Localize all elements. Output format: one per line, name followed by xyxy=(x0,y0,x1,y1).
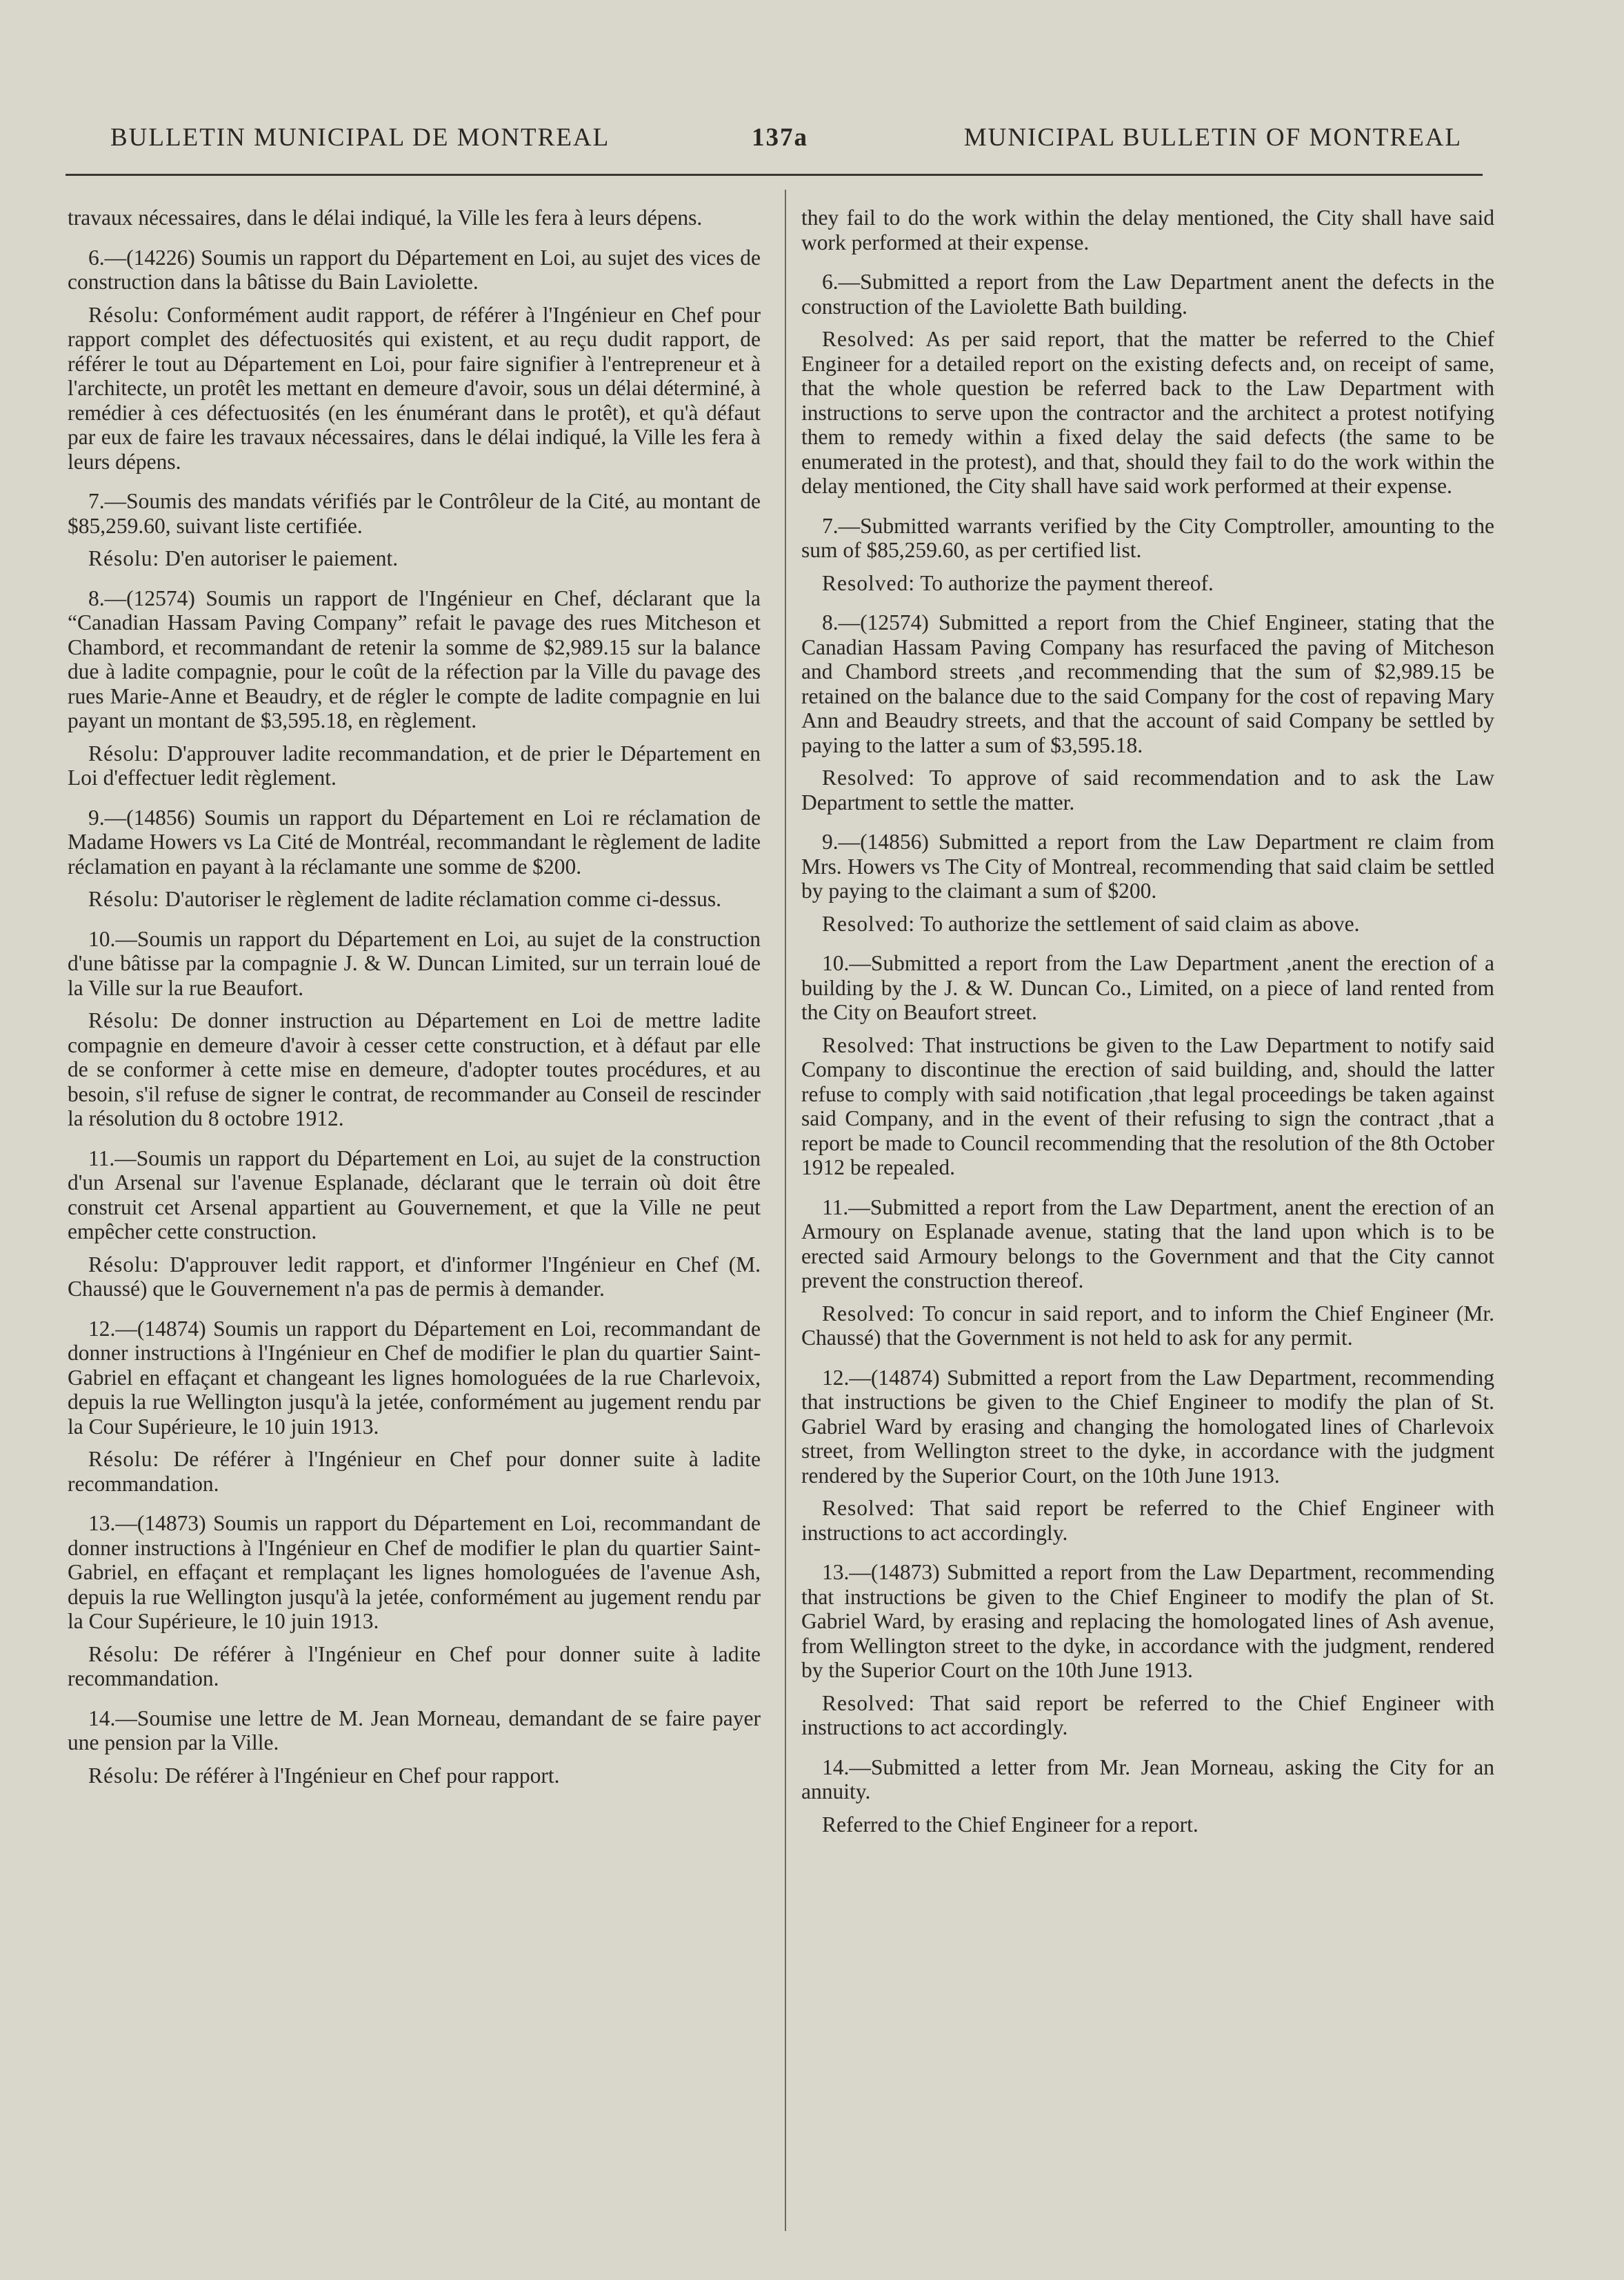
resolution-label: Résolu: xyxy=(88,1447,160,1471)
french-paragraph xyxy=(68,246,761,294)
page-header xyxy=(110,123,1462,164)
english-paragraph xyxy=(801,1195,1494,1293)
english-paragraph xyxy=(801,1560,1494,1683)
french-paragraph xyxy=(68,1008,761,1131)
french-paragraph xyxy=(68,927,761,1001)
paragraph-text: 7.—Submitted warrants verified by the City Comptroller, amounting to the sum of $85,259.60, as per certified list. xyxy=(801,513,1494,562)
paragraph-text: 8.—(12574) Submitted a report from the Chief Engineer, stating that the Canadian Hassam Paving Company has resurfaced the paving of Mitcheson and Chambord streets ,and recommending that the sum of $2,989.15 be retained on the balance due to the said Company for the cost of repaving Mary Ann and Beaudry streets, and that the account of said Company be settled by paying to the latter a sum of $3,595.18. xyxy=(801,610,1494,757)
english-paragraph xyxy=(801,1755,1494,1804)
english-paragraph xyxy=(801,951,1494,1025)
paragraph-text: 10.—Submitted a report from the Law Department ,anent the erection of a building by the J. & W. Duncan Co., Limited, on a piece of land rented from the City on Beaufort street. xyxy=(801,951,1494,1024)
french-paragraph xyxy=(68,206,761,230)
paragraph-text: 11.—Soumis un rapport du Département en Loi, au sujet de la construction d'un Arsenal sur l'avenue Esplanade, déclarant que le terrain où doit être construit cet Arsenal appartient au Gouvernement, et que la Ville ne peut empêcher cette construction. xyxy=(68,1146,761,1243)
english-paragraph xyxy=(801,1301,1494,1350)
english-paragraph xyxy=(801,766,1494,814)
page-number: 137a xyxy=(752,123,808,152)
paragraph-text: 13.—(14873) Submitted a report from the Law Department, recommending that instructions be given to the Chief Engineer to modify the plan of St. Gabriel Ward, by erasing and replacing the homologated lines of Ash avenue, from Wellington street to the dyke, in accordance with the judgment, rendered by the Superior Court on the 10th June 1913. xyxy=(801,1560,1494,1682)
french-paragraph xyxy=(68,1447,761,1496)
paragraph-text: 12.—(14874) Soumis un rapport du Département en Loi, recommandant de donner instructions à l'Ingénieur en Chef de modifier le plan du quartier Saint-Gabriel en effaçant et changeant les lignes homologuées de la rue Charlevoix, depuis la rue Wellington jusqu'à la jetée, conformément au jugement rendu par la Cour Supérieure, le 10 juin 1913. xyxy=(68,1316,761,1439)
resolution-label: Resolved: xyxy=(822,766,915,790)
paragraph-text: they fail to do the work within the delay mentioned, the City shall have said work performed at their expense. xyxy=(801,206,1494,254)
paragraph-text: travaux nécessaires, dans le délai indiqué, la Ville les fera à leurs dépens. xyxy=(68,206,703,230)
paragraph-text: 14.—Submitted a letter from Mr. Jean Morneau, asking the City for an annuity. xyxy=(801,1754,1494,1803)
french-paragraph xyxy=(68,1252,761,1301)
resolution-label: Resolved: xyxy=(822,1690,915,1715)
paragraph-text: To approve of said recommendation and to ask the Law Department to settle the matter. xyxy=(801,766,1494,814)
paragraph-text: De référer à l'Ingénieur en Chef pour donner suite à ladite recommandation. xyxy=(68,1641,761,1690)
english-paragraph xyxy=(801,1691,1494,1740)
column-divider xyxy=(785,190,786,2231)
paragraph-text: 6.—Submitted a report from the Law Department anent the defects in the construction of the Laviolette Bath building. xyxy=(801,270,1494,319)
paragraph-text: Conformément audit rapport, de référer à l'Ingénieur en Chef pour rapport complet des défectuosités qui existent, et au reçu dudit rapport, de référer le tout au Département en Loi, pour faire signifier à l'entrepreneur et à l'architecte, un protêt les mettant en demeure d'avoir, sous un délai déterminé, à remédier à ces défectuosités (en les énumérant dans le protêt), et qu'à défaut par eux de faire les travaux nécessaires, dans le délai indiqué, la Ville les fera à leurs dépens. xyxy=(68,302,761,474)
resolution-label: Resolved: xyxy=(822,570,915,595)
paragraph-text: De référer à l'Ingénieur en Chef pour donner suite à ladite recommandation. xyxy=(68,1447,761,1496)
french-paragraph xyxy=(68,489,761,538)
english-paragraph xyxy=(801,610,1494,757)
paragraph-text: 11.—Submitted a report from the Law Department, anent the erection of an Armoury on Esplanade avenue, stating that the land upon which is to be erected said Armoury belongs to the Government and that the City cannot prevent the construction thereof. xyxy=(801,1194,1494,1292)
paragraph-text: De donner instruction au Département en Loi de mettre ladite compagnie en demeure d'avoir à cesser cette construction, et à défaut par elle de se conformer à cette mise en demeure, d'adopter toutes procédures, et au besoin, s'il refuse de signer le contrat, de recommander au Conseil de rescinder la résolution du 8 octobre 1912. xyxy=(68,1008,761,1130)
english-paragraph xyxy=(801,1496,1494,1545)
english-column xyxy=(801,206,1494,1845)
french-paragraph xyxy=(68,1642,761,1691)
paragraph-text: 13.—(14873) Soumis un rapport du Département en Loi, recommandant de donner instructions à l'Ingénieur en Chef de modifier le plan du quartier Saint-Gabriel, en effaçant et remplaçant les lignes homologuées de l'avenue Ash, depuis la rue Wellington jusqu'à la jetée, conformément au jugement rendu par la Cour Supérieure, le 10 juin 1913. xyxy=(68,1511,761,1633)
french-paragraph xyxy=(68,887,761,912)
resolution-label: Résolu: xyxy=(88,1252,160,1277)
english-paragraph xyxy=(801,1366,1494,1488)
paragraph-text: 8.—(12574) Soumis un rapport de l'Ingénieur en Chef, déclarant que la “Canadian Hassam Paving Company” refait le pavage des rues Mitcheson et Chambord, et recommandant de retenir la somme de $2,989.15 sur la balance due à ladite compagnie, pour le coût de la réfection par la Ville du pavage des rues Marie-Anne et Beaudry, et de régler le compte de ladite compagnie en lui payant un montant de $3,595.18, en règlement. xyxy=(68,586,761,732)
header-rule xyxy=(66,174,1483,176)
resolution-label: Résolu: xyxy=(88,1641,160,1666)
resolution-label: Résolu: xyxy=(88,302,160,327)
paragraph-text: 10.—Soumis un rapport du Département en Loi, au sujet de la construction d'une bâtisse par la compagnie J. & W. Duncan Limited, sur un terrain loué de la Ville sur la rue Beaufort. xyxy=(68,926,761,1000)
french-paragraph xyxy=(68,741,761,790)
resolution-label: Resolved: xyxy=(822,327,915,351)
french-paragraph xyxy=(68,806,761,879)
french-paragraph xyxy=(68,1511,761,1634)
english-paragraph xyxy=(801,206,1494,254)
paragraph-text: To authorize the payment thereof. xyxy=(920,570,1214,595)
paragraph-text: That said report be referred to the Chief Engineer with instructions to act accordingly. xyxy=(801,1690,1494,1739)
resolution-label: Résolu: xyxy=(88,1763,160,1788)
resolution-label: Résolu: xyxy=(88,1008,160,1032)
paragraph-text: 7.—Soumis des mandats vérifiés par le Contrôleur de la Cité, au montant de $85,259.60, suivant liste certifiée. xyxy=(68,489,761,538)
french-column xyxy=(68,206,761,1796)
paragraph-text: 12.—(14874) Submitted a report from the Law Department, recommending that instructions be given to the Chief Engineer to modify the plan of St. Gabriel Ward by erasing and changing the homologated lines of Charlevoix street, from Wellington street to the dyke, in accordance with the judgment rendered by the Superior Court, on the 10th June 1913. xyxy=(801,1365,1494,1488)
paragraph-text: Referred to the Chief Engineer for a report. xyxy=(822,1812,1199,1837)
paragraph-text: To authorize the settlement of said claim as above. xyxy=(920,911,1360,936)
english-paragraph xyxy=(801,270,1494,319)
paragraph-text: That instructions be given to the Law Department to notify said Company to discontinue the erection of said building, and, should the latter refuse to comply with said notification ,that legal proceedings be taken against said Company, and in the event of their refusing to sign the contract ,that a report be made to Council recommending that the resolution of the 8th October 1912 be repealed. xyxy=(801,1032,1495,1179)
paragraph-text: D'approuver ledit rapport, et d'informer l'Ingénieur en Chef (M. Chaussé) que le Gouvernement n'a pas de permis à demander. xyxy=(68,1252,761,1301)
paragraph-text: To concur in said report, and to inform the Chief Engineer (Mr. Chaussé) that the Government is not held to ask for any permit. xyxy=(801,1301,1494,1350)
french-paragraph xyxy=(68,546,761,571)
paragraph-text: De référer à l'Ingénieur en Chef pour rapport. xyxy=(165,1763,560,1788)
paragraph-text: D'approuver ladite recommandation, et de prier le Département en Loi d'effectuer ledit règlement. xyxy=(68,741,761,790)
paragraph-text: That said report be referred to the Chief Engineer with instructions to act accordingly. xyxy=(801,1496,1494,1545)
resolution-label: Resolved: xyxy=(822,1496,915,1520)
english-paragraph xyxy=(801,1812,1494,1837)
header-french-title: BULLETIN MUNICIPAL DE MONTREAL xyxy=(110,123,610,152)
french-paragraph xyxy=(68,1763,761,1788)
resolution-label: Resolved: xyxy=(822,911,915,936)
resolution-label: Resolved: xyxy=(822,1032,915,1057)
english-paragraph xyxy=(801,830,1494,903)
french-paragraph xyxy=(68,1317,761,1439)
paragraph-text: 6.—(14226) Soumis un rapport du Département en Loi, au sujet des vices de construction dans la bâtisse du Bain Laviolette. xyxy=(68,245,761,294)
resolution-label: Résolu: xyxy=(88,546,160,570)
paragraph-text: 14.—Soumise une lettre de M. Jean Morneau, demandant de se faire payer une pension par la Ville. xyxy=(68,1706,761,1754)
english-paragraph xyxy=(801,912,1494,937)
paragraph-text: As per said report, that the matter be referred to the Chief Engineer for a detailed report on the existing defects and, on receipt of same, that the whole question be referred back to the Law Department with instructions to serve upon the contractor and the architect a protest notifying them to remedy within a fixed delay the said defects (the same to be enumerated in the protest), and that, should they fail to do the work within the delay mentioned, the City shall have said work performed at their expense. xyxy=(801,327,1494,498)
french-paragraph xyxy=(68,586,761,733)
english-paragraph xyxy=(801,327,1494,499)
french-paragraph xyxy=(68,303,761,474)
header-english-title: MUNICIPAL BULLETIN OF MONTREAL xyxy=(963,123,1462,152)
french-paragraph xyxy=(68,1146,761,1244)
english-paragraph xyxy=(801,571,1494,596)
french-paragraph xyxy=(68,1706,761,1755)
english-paragraph xyxy=(801,1033,1494,1180)
resolution-label: Résolu: xyxy=(88,741,160,766)
paragraph-text: D'autoriser le règlement de ladite réclamation comme ci-dessus. xyxy=(165,887,722,911)
english-paragraph xyxy=(801,514,1494,563)
resolution-label: Resolved: xyxy=(822,1301,915,1326)
paragraph-text: 9.—(14856) Submitted a report from the Law Department re claim from Mrs. Howers vs The City of Montreal, recommending that said claim be settled by paying to the claimant a sum of $200. xyxy=(801,830,1494,903)
paragraph-text: D'en autoriser le paiement. xyxy=(165,546,399,570)
paragraph-text: 9.—(14856) Soumis un rapport du Département en Loi re réclamation de Madame Howers vs La Cité de Montréal, recommandant le règlement de ladite réclamation en payant à la réclamante une somme de $200. xyxy=(68,805,761,879)
resolution-label: Résolu: xyxy=(88,887,160,911)
